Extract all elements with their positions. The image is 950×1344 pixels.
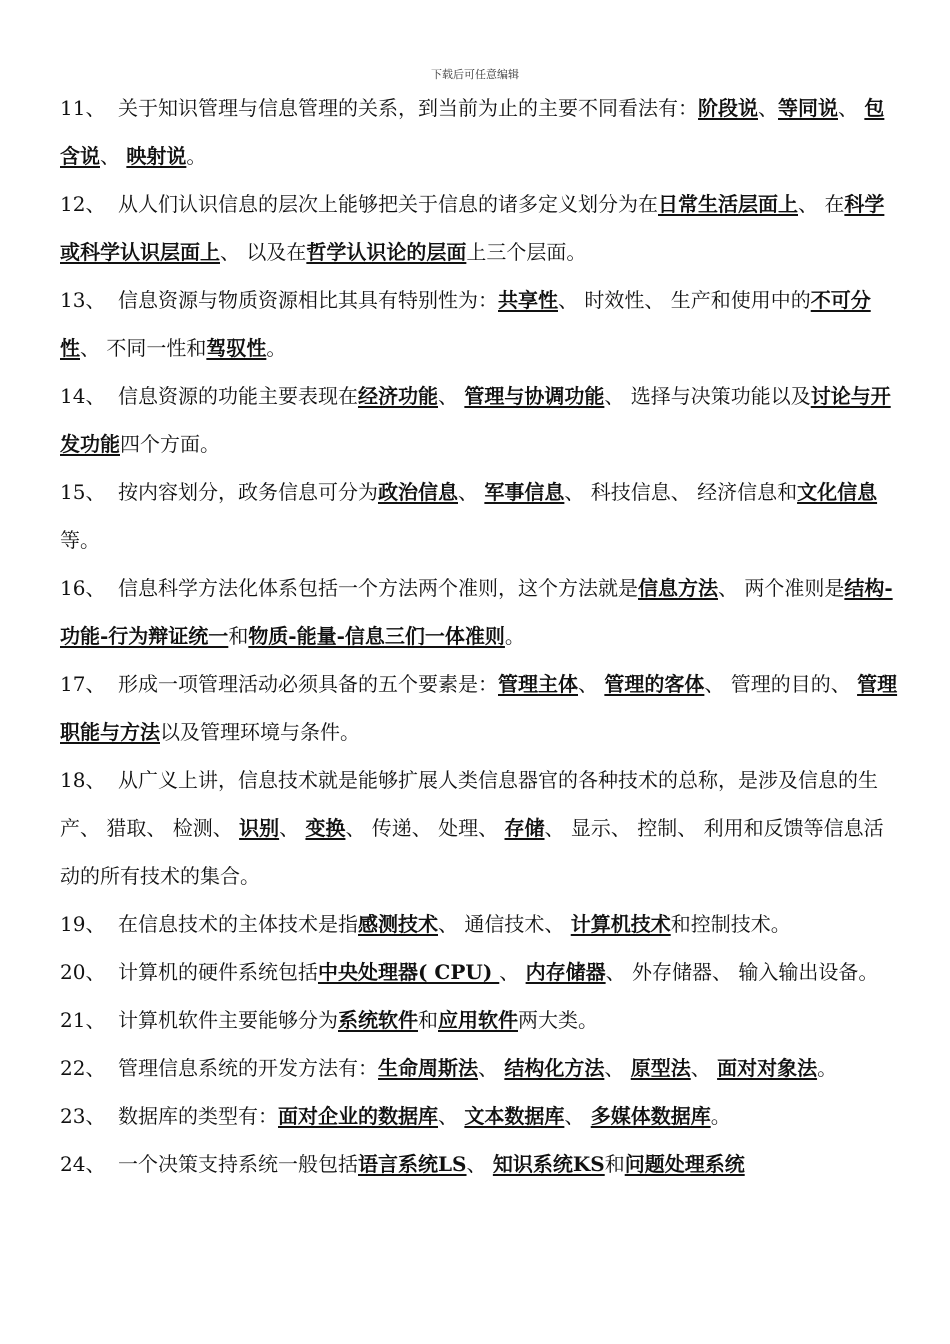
answer-text: 物质-能量-信息三们一体准则 (248, 624, 505, 648)
item-text: 、 时效性、 生产和使用中的 (558, 288, 811, 312)
item-text: 、 选择与决策功能以及 (604, 384, 811, 408)
item-text: 、 科技信息、 经济信息和 (564, 480, 798, 504)
answer-text: 面对企业的数据库 (278, 1104, 438, 1128)
answer-text: 感测技术 (358, 912, 438, 936)
answer-text: 应用软件 (438, 1008, 518, 1032)
item-text: 信息资源与物质资源相比其具有特别性为： (118, 288, 498, 312)
item-text: 、 (499, 960, 526, 984)
item-number: 19、 (60, 912, 106, 936)
item-number: 22、 (60, 1056, 106, 1080)
item-number: 11、 (60, 96, 106, 120)
answer-text: 管理与协调功能 (464, 384, 605, 408)
item-text: 、 (604, 1056, 631, 1080)
question-item (60, 1044, 900, 1092)
answer-text: 中央处理器( CPU) (318, 960, 500, 984)
answer-text: 生命周斯法 (378, 1056, 478, 1080)
item-text: 四个方面。 (120, 432, 220, 456)
item-text: 在信息技术的主体技术是指 (118, 912, 358, 936)
item-number: 21、 (60, 1008, 106, 1032)
item-number: 15、 (60, 480, 106, 504)
item-number: 16、 (60, 576, 106, 600)
item-text: 按内容划分，政务信息可分为 (118, 480, 378, 504)
item-text: 、 管理的目的、 (704, 672, 858, 696)
item-text: 。 (817, 1056, 838, 1080)
answer-text: 日常生活层面上 (658, 192, 798, 216)
question-item (60, 372, 900, 468)
item-text: 、 显示、 控制、 利用和反馈等信息活动的所有技术的集合。 (60, 816, 884, 888)
question-item (60, 84, 900, 180)
item-text: 、 两个准则是 (718, 576, 845, 600)
answer-text: 阶段说 (698, 96, 758, 120)
item-text: 、 (466, 1152, 493, 1176)
answer-text: 信息方法 (638, 576, 718, 600)
item-text: 计算机软件主要能够分为 (118, 1008, 338, 1032)
item-text: 形成一项管理活动必须具备的五个要素是： (118, 672, 498, 696)
answer-text: 内存储器 (525, 960, 606, 984)
answer-text: 计算机技术 (570, 912, 671, 936)
answer-text: 哲学认识论的层面 (306, 240, 467, 264)
item-text: 、 (279, 816, 306, 840)
item-number: 24、 (60, 1152, 106, 1176)
answer-text: 包含说 (60, 96, 885, 168)
answer-text: 文本数据库 (464, 1104, 565, 1128)
item-text: 以及管理环境与条件。 (160, 720, 360, 744)
item-text: 从广义上讲，信息技术就是能够扩展人类信息器官的各种技术的总称，是涉及信息的生产、 猎取、 检测、 (60, 768, 878, 840)
item-text: 、 以及在 (220, 240, 307, 264)
answer-text: 文化信息 (797, 480, 878, 504)
question-item (60, 180, 900, 276)
item-text: 、 传递、 处理、 (345, 816, 505, 840)
item-text: 信息资源的功能主要表现在 (118, 384, 358, 408)
item-text: 。 (504, 624, 525, 648)
item-text: 、 (690, 1056, 718, 1080)
item-text: 从人们认识信息的层次上能够把关于信息的诸多定义划分为在 (118, 192, 658, 216)
item-text: 上三个层面。 (466, 240, 587, 264)
answer-text: 管理职能与方法 (60, 672, 898, 744)
item-text: 、 通信技术、 (438, 912, 571, 936)
item-text: 、 (100, 144, 127, 168)
item-number: 18、 (60, 768, 106, 792)
answer-text: 识别 (239, 816, 280, 840)
item-text: 等。 (60, 528, 100, 552)
item-text: 、 (564, 1104, 591, 1128)
answer-text: 不可分性 (60, 288, 871, 360)
item-text: 、 (838, 96, 865, 120)
question-item (60, 756, 900, 900)
answer-text: 存储 (504, 816, 545, 840)
item-text: 、 在 (798, 192, 845, 216)
item-text: 、 (438, 1104, 465, 1128)
item-number: 20、 (60, 960, 106, 984)
item-text: 和 (228, 624, 249, 648)
question-item (60, 900, 900, 948)
answer-text: 讨论与开发功能 (60, 384, 891, 456)
answer-text: 经济功能 (358, 384, 438, 408)
answer-text: 驾驭性 (206, 336, 267, 360)
answer-text: 变换 (305, 816, 346, 840)
item-text: 两大类。 (518, 1008, 598, 1032)
answer-text: 政治信息 (378, 480, 458, 504)
answer-text: 系统软件 (338, 1008, 418, 1032)
answer-text: 知识系统KS (492, 1152, 605, 1176)
item-text: 、 (458, 480, 485, 504)
answer-text: 等同说 (778, 96, 838, 120)
question-item (60, 1140, 900, 1188)
question-item (60, 1092, 900, 1140)
answer-text: 映射说 (126, 144, 187, 168)
answer-text: 管理主体 (498, 672, 578, 696)
answer-text: 面对对象法 (717, 1056, 818, 1080)
item-text: 数据库的类型有： (118, 1104, 278, 1128)
item-text: 。 (186, 144, 207, 168)
item-text: 计算机的硬件系统包括 (118, 960, 318, 984)
answer-text: 原型法 (630, 1056, 691, 1080)
item-text: 、 外存储器、 输入输出设备。 (605, 960, 879, 984)
answer-text: 多媒体数据库 (590, 1104, 711, 1128)
answer-text: 军事信息 (484, 480, 565, 504)
question-item (60, 276, 900, 372)
item-text: 。 (710, 1104, 731, 1128)
item-text: 。 (266, 336, 287, 360)
item-number: 14、 (60, 384, 106, 408)
answer-text: 结构化方法 (504, 1056, 605, 1080)
item-text: 管理信息系统的开发方法有： (118, 1056, 378, 1080)
question-item (60, 564, 900, 660)
question-item (60, 948, 900, 996)
item-number: 17、 (60, 672, 106, 696)
item-text: 关于知识管理与信息管理的关系，到当前为止的主要不同看法有： (118, 96, 698, 120)
question-item (60, 996, 900, 1044)
answer-text: 科学或科学认识层面上 (60, 192, 885, 264)
question-item (60, 468, 900, 564)
item-text: 、 (758, 96, 778, 120)
document-body (60, 84, 900, 1188)
answer-text: 共享性 (498, 288, 558, 312)
item-number: 13、 (60, 288, 106, 312)
answer-text: 问题处理系统 (624, 1152, 745, 1176)
item-text: 和 (418, 1008, 438, 1032)
item-text: 和 (604, 1152, 625, 1176)
item-text: 、 (478, 1056, 505, 1080)
item-text: 信息科学方法化体系包括一个方法两个准则，这个方法就是 (118, 576, 638, 600)
item-text: 、 不同一性和 (80, 336, 207, 360)
answer-text: 结构-功能-行为辩证统一 (60, 576, 893, 648)
answer-text: 管理的客体 (604, 672, 705, 696)
item-text: 一个决策支持系统一般包括 (118, 1152, 358, 1176)
item-text: 、 (438, 384, 465, 408)
item-number: 23、 (60, 1104, 106, 1128)
item-number: 12、 (60, 192, 106, 216)
question-item (60, 660, 900, 756)
answer-text: 语言系统LS (358, 1152, 467, 1176)
item-text: 、 (578, 672, 605, 696)
page-header: 下载后可任意编辑 (431, 68, 519, 81)
item-text: 和控制技术。 (670, 912, 791, 936)
